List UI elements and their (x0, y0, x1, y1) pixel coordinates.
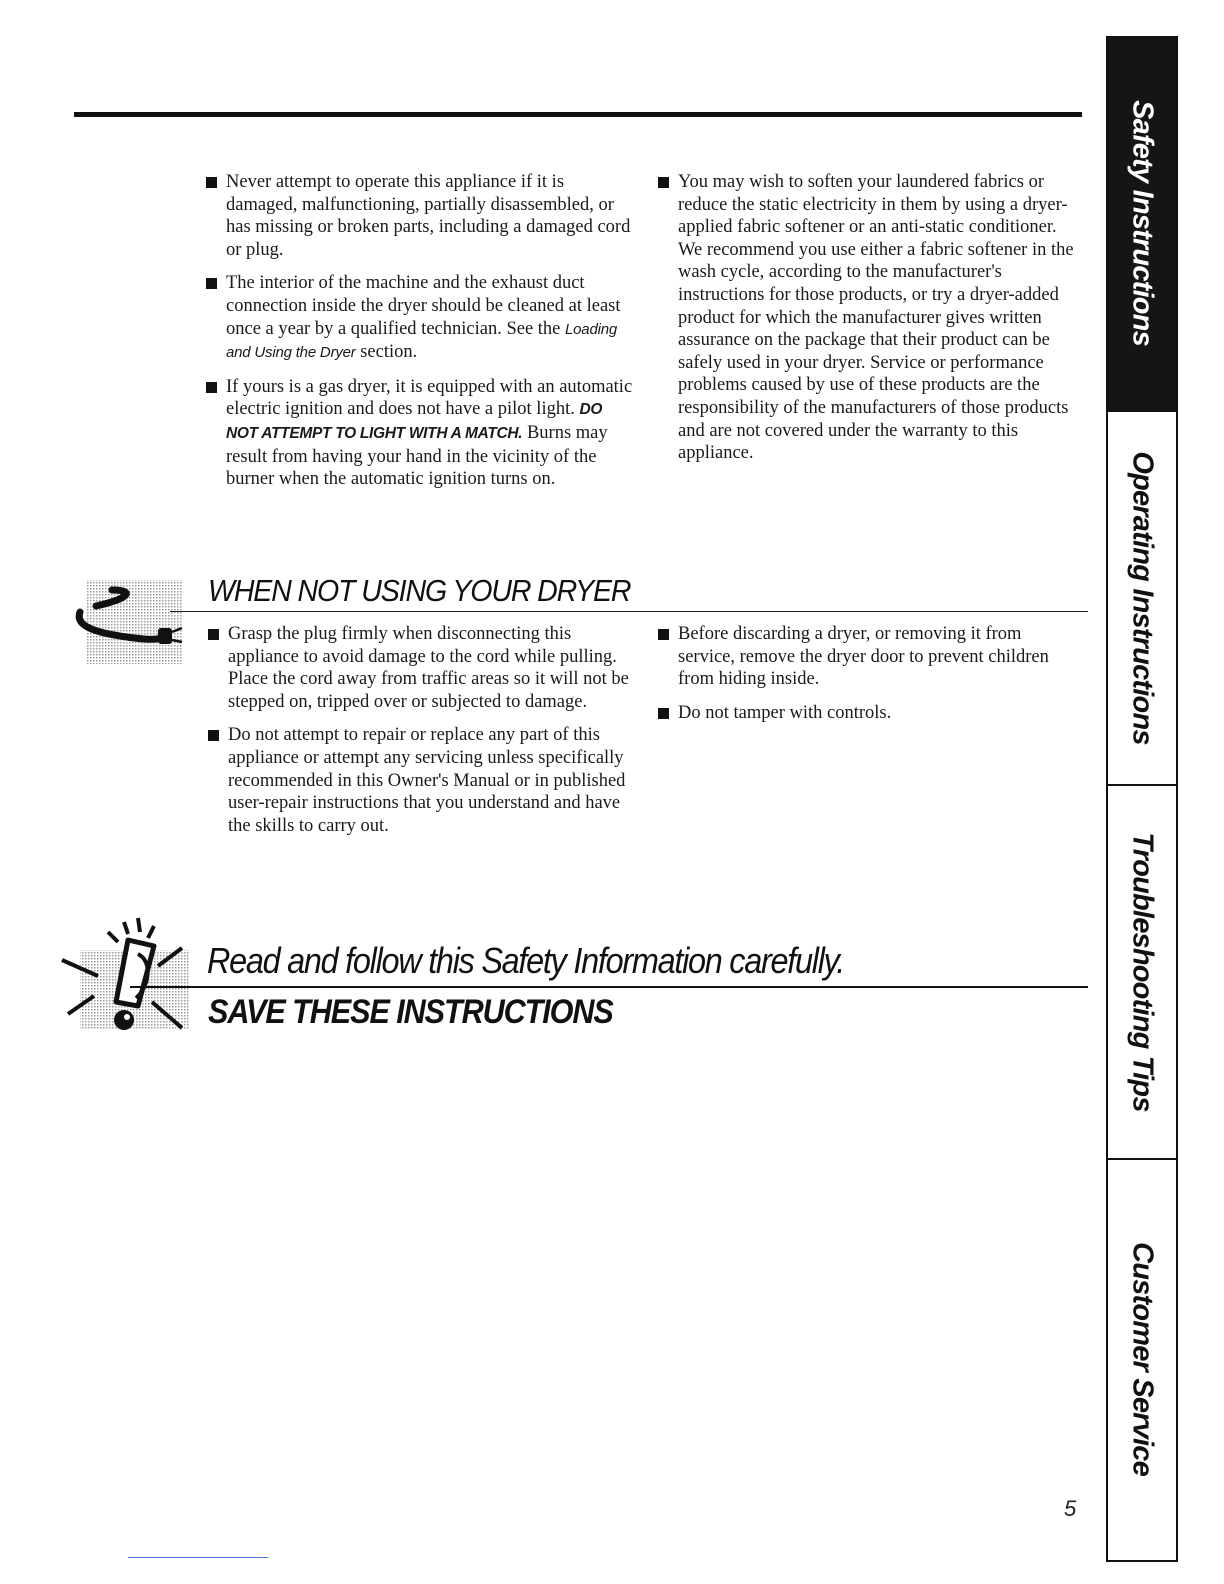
top-rule (74, 112, 1082, 117)
read-rule (130, 986, 1088, 988)
lower-right-column (656, 623, 1074, 735)
bullet-square-icon (208, 730, 219, 741)
bullet-square-icon (208, 629, 219, 640)
list-item: The interior of the machine and the exhaust duct connection inside the dryer should be cleaned at least once a year by a qualified technician. See the Loading and Using the Dryer section. (204, 272, 636, 364)
list-item: If yours is a gas dryer, it is equipped with an automatic electric ignition and does not have a pilot light. DO NOT ATTEMPT TO LIGHT WITH A MATCH. Burns may result from having your hand in the vicinity of the burner when the automatic ignition turns on. (204, 376, 636, 491)
tab-customer-service[interactable] (1108, 1160, 1176, 1558)
list-item: You may wish to soften your laundered fabrics or reduce the static electricity in them by using a dryer-applied fabric softener or an anti-static conditioner. We recommend you use either a fabric softener in the wash cycle, according to the manufacturer's instructions for those products, or try a dryer-added product for which the manufacturer gives written assurance on the package that their product can be safely used in your dryer. Service or performance problems caused by use of these products are the responsibility of the manufacturers of those products and are not covered under the warranty to this appliance. (656, 171, 1074, 465)
tab-label: Safety Instructions (1126, 100, 1159, 346)
bullet-square-icon (206, 177, 217, 188)
bullet-square-icon (658, 708, 669, 719)
heading-rule (170, 611, 1088, 612)
save-instructions-heading: SAVE THESE INSTRUCTIONS (208, 993, 613, 1031)
bullet-square-icon (658, 629, 669, 640)
upper-right-column (656, 171, 1074, 476)
tab-operating-instructions[interactable] (1108, 412, 1176, 786)
read-carefully-line: Read and follow this Safety Information carefully. (207, 940, 844, 981)
power-cord-plug-icon (72, 576, 184, 666)
tab-label: Troubleshooting Tips (1126, 832, 1159, 1112)
list-item: Grasp the plug firmly when disconnecting this appliance to avoid damage to the cord while pulling. Place the cord away from traffic areas so it will not be stepped on, tripped over or subjected to damage. (206, 623, 636, 713)
list-item: Do not attempt to repair or replace any part of this appliance or attempt any servicing unless specifically recommended in this Owner's Manual or in published user-repair instructions that you understand and have the skills to carry out. (206, 724, 636, 837)
bottom-link-underline (128, 1557, 268, 1558)
tab-label: Operating Instructions (1126, 451, 1159, 745)
bullet-square-icon (206, 382, 217, 393)
warning-exclamation-icon (58, 910, 196, 1032)
section-reference: Loading and Using the Dryer (226, 320, 618, 362)
lower-left-column (206, 623, 636, 848)
page-number: 5 (1064, 1496, 1077, 1521)
tab-safety-instructions[interactable] (1108, 36, 1176, 412)
warning-text: DO NOT ATTEMPT TO LIGHT WITH A MATCH. (226, 401, 603, 442)
bullet-square-icon (658, 177, 669, 188)
tab-troubleshooting-tips[interactable] (1108, 786, 1176, 1160)
section-heading: WHEN NOT USING YOUR DRYER (208, 573, 631, 608)
list-item: Do not tamper with controls. (656, 702, 1074, 725)
tab-label: Customer Service (1126, 1242, 1159, 1476)
list-item: Never attempt to operate this appliance if it is damaged, malfunctioning, partially disassembled, or has missing or broken parts, including a damaged cord or plug. (204, 171, 636, 261)
upper-left-column (204, 171, 636, 502)
list-item: Before discarding a dryer, or removing it from service, remove the dryer door to prevent children from hiding inside. (656, 623, 1074, 691)
bullet-square-icon (206, 278, 217, 289)
side-tab-bar (1106, 36, 1178, 1562)
